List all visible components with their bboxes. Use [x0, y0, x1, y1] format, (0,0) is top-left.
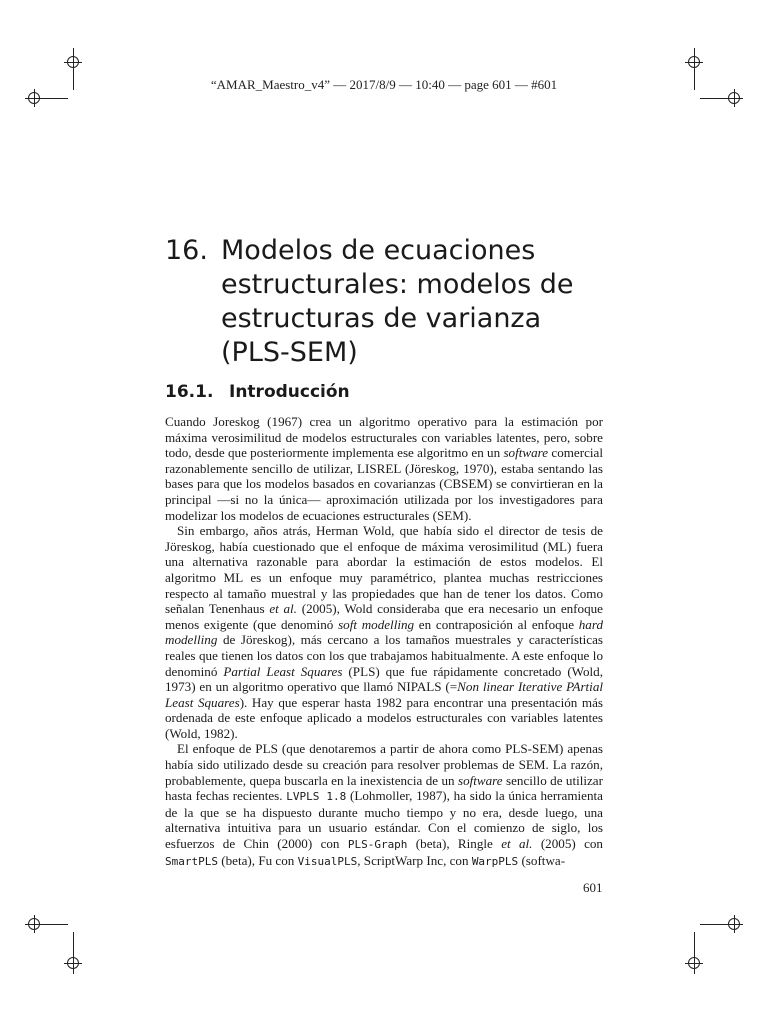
- section-title: Introducción: [229, 382, 350, 402]
- paragraph-1: Cuando Joreskog (1967) crea un algoritmo operativo para la estimación por máxima verosimilitud de modelos estructurales con variables latentes, pero, sobre todo, desde que posteriormente implementa ese algoritmo en un software comercial razonablemente sencillo de utilizar, LISREL (Jöreskog, 1970), estaba sentando las bases para que los modelos basados en covarianzas (CBSEM) se convirtieran en la principal —si no la única— aproximación utilizada por los investigadores para modelizar los modelos de ecuaciones estructurales (SEM).: [165, 414, 603, 523]
- body-text: [165, 414, 603, 869]
- section-heading: [165, 382, 350, 402]
- paragraph-3: El enfoque de PLS (que denotaremos a partir de ahora como PLS-SEM) apenas había sido utilizado desde su creación para resolver problemas de SEM. La razón, probablemente, quepa buscarla en la inexistencia de un software sencillo de utilizar hasta fechas recientes. LVPLS 1.8 (Lohmoller, 1987), ha sido la única herramienta de la que se ha dispuesto durante mucho tiempo y no era, desde luego, una alternativa intuitiva para un usuario estándar. Con el comienzo de siglo, los esfuerzos de Chin (2000) con PLS-Graph (beta), Ringle et al. (2005) con SmartPLS (beta), Fu con VisualPLS, ScriptWarp Inc, con WarpPLS (softwa-: [165, 741, 603, 868]
- paragraph-2: Sin embargo, años atrás, Herman Wold, que había sido el director de tesis de Jöreskog, había cuestionado que el enfoque de máxima verosimilitud (ML) fuera una alternativa razonable para abordar la estimación de estos modelos. El algoritmo ML es un enfoque muy paramétrico, plantea muchas restricciones respecto al tamaño muestral y las propiedades que han de tener los datos. Como señalan Tenenhaus et al. (2005), Wold consideraba que era necesario un enfoque menos exigente (que denominó soft modelling en contraposición al enfoque hard modelling de Jöreskog), más cercano a los tamaños muestrales y características reales que tienen los datos con los que trabajamos habitualmente. A este enfoque lo denominó Partial Least Squares (PLS) que fue rápidamente concretado (Wold, 1973) en un algoritmo operativo que llamó NIPALS (=Non linear Iterative PArtial Least Squares). Hay que esperar hasta 1982 para encontrar una presentación más ordenada de este enfoque aplicado a modelos estructurales con variables latentes (Wold, 1982).: [165, 523, 604, 741]
- software-name: PLS-Graph: [347, 838, 408, 852]
- section-number: 16.1.: [165, 382, 214, 402]
- software-name: SmartPLS: [165, 854, 218, 868]
- chapter-title: Modelos de ecuaciones estructurales: modelos de estructuras de varianza (PLS-SEM): [221, 235, 574, 368]
- running-header: “AMAR_Maestro_v4” — 2017/8/9 — 10:40 — page 601 — #601: [210, 77, 558, 92]
- software-name: WarpPLS: [471, 854, 519, 868]
- page-number: 601: [583, 880, 603, 895]
- chapter-number: 16.: [165, 235, 208, 266]
- software-name: LVPLS 1.8: [286, 790, 347, 804]
- software-name: VisualPLS: [297, 854, 358, 868]
- chapter-heading: [165, 234, 605, 370]
